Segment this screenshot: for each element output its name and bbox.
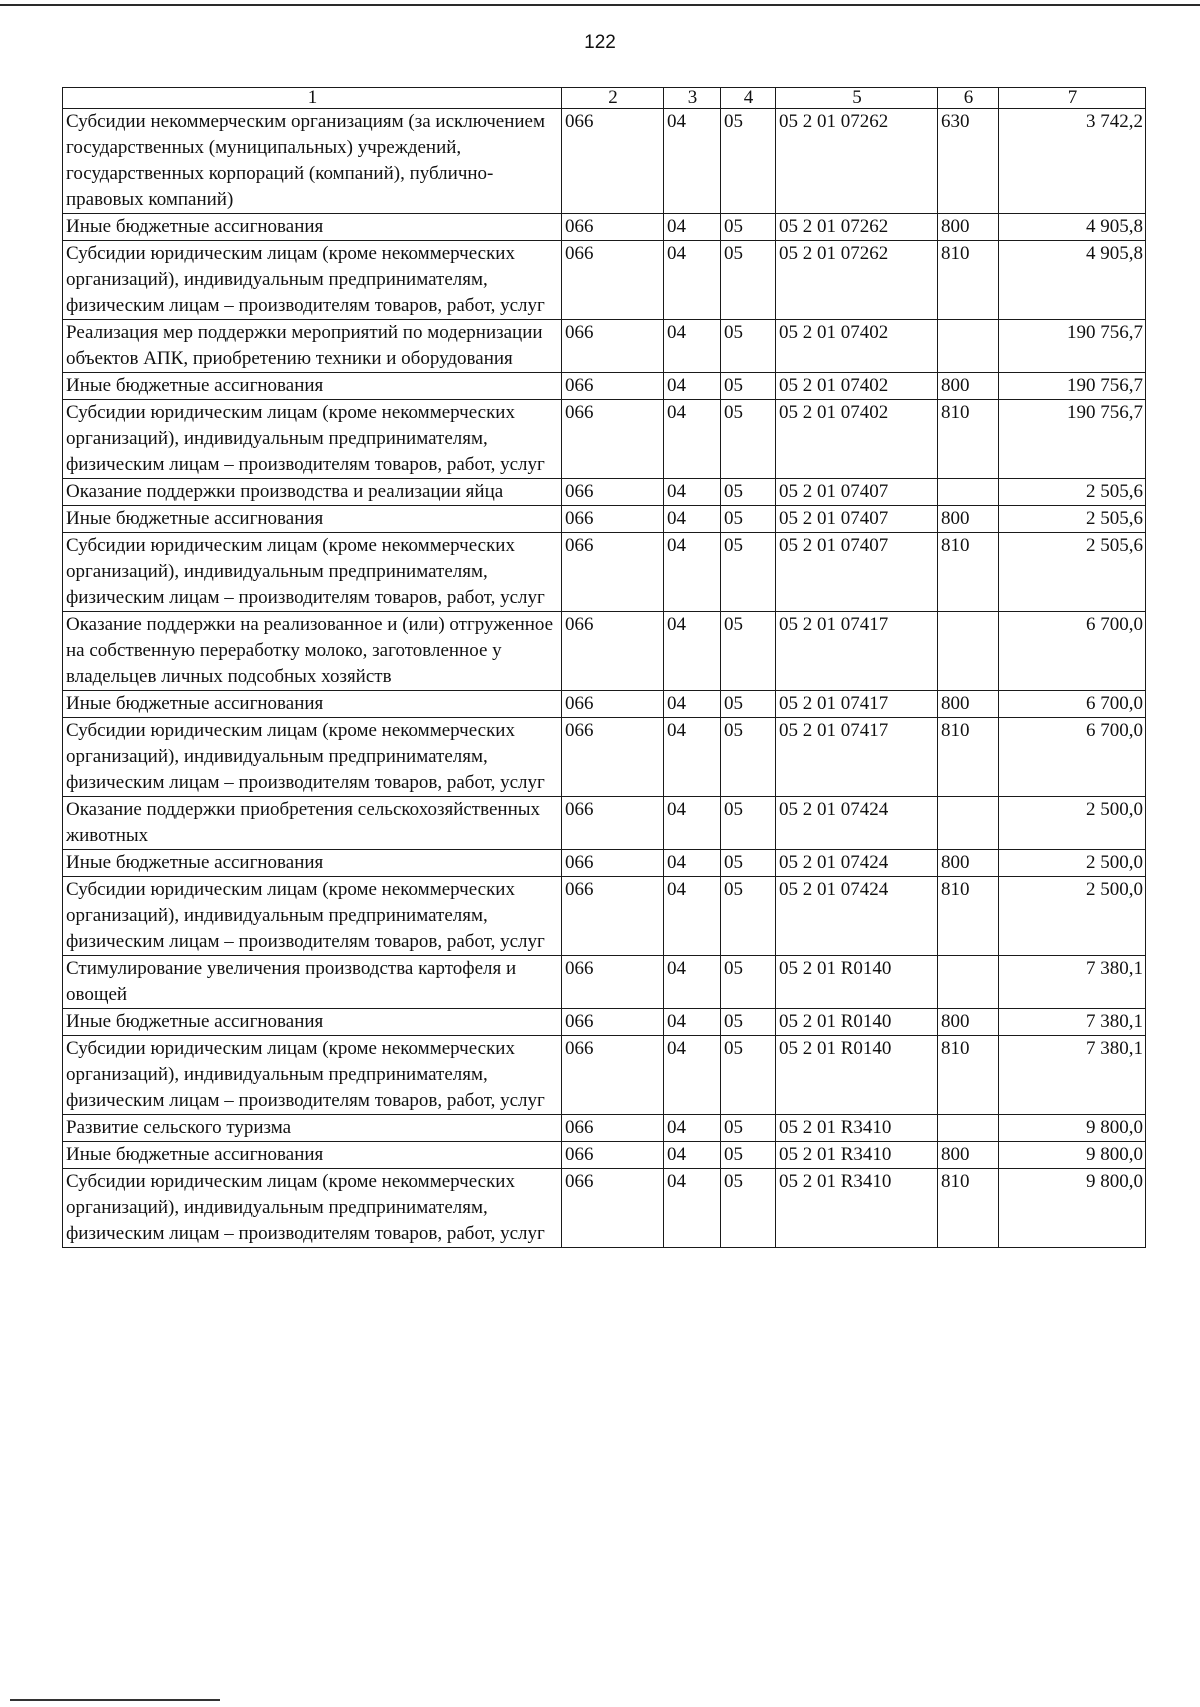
cell-grbs: 066 (562, 241, 664, 320)
cell-name: Оказание поддержки приобретения сельскохозяйственных животных (63, 797, 562, 850)
cell-grbs: 066 (562, 400, 664, 479)
cell-expense-type: 810 (938, 877, 999, 956)
cell-subsection: 05 (721, 877, 776, 956)
cell-section: 04 (664, 479, 721, 506)
cell-section: 04 (664, 320, 721, 373)
table-row (63, 373, 1146, 400)
cell-target-article: 05 2 01 07402 (776, 400, 938, 479)
cell-section: 04 (664, 797, 721, 850)
cell-name: Субсидии юридическим лицам (кроме некоммерческих организаций), индивидуальным предпринимателям, физическим лицам – производителям товаров, работ, услуг (63, 718, 562, 797)
cell-subsection: 05 (721, 850, 776, 877)
cell-grbs: 066 (562, 506, 664, 533)
cell-amount: 4 905,8 (999, 214, 1146, 241)
cell-section: 04 (664, 612, 721, 691)
cell-expense-type: 810 (938, 1169, 999, 1248)
cell-expense-type: 800 (938, 214, 999, 241)
table-body (63, 109, 1146, 1248)
cell-target-article: 05 2 01 07417 (776, 612, 938, 691)
cell-subsection: 05 (721, 479, 776, 506)
cell-grbs: 066 (562, 1009, 664, 1036)
cell-amount: 6 700,0 (999, 612, 1146, 691)
cell-section: 04 (664, 956, 721, 1009)
top-border-line (0, 4, 1200, 6)
cell-grbs: 066 (562, 612, 664, 691)
cell-subsection: 05 (721, 956, 776, 1009)
cell-section: 04 (664, 373, 721, 400)
table-row (63, 400, 1146, 479)
cell-amount: 2 500,0 (999, 850, 1146, 877)
table-row (63, 533, 1146, 612)
cell-grbs: 066 (562, 533, 664, 612)
budget-table (62, 87, 1146, 1248)
cell-subsection: 05 (721, 691, 776, 718)
table-row (63, 506, 1146, 533)
cell-expense-type: 630 (938, 109, 999, 214)
table-row (63, 1169, 1146, 1248)
column-header: 3 (664, 88, 721, 109)
cell-expense-type: 810 (938, 241, 999, 320)
cell-section: 04 (664, 1115, 721, 1142)
cell-subsection: 05 (721, 214, 776, 241)
table-row (63, 1036, 1146, 1115)
cell-expense-type: 800 (938, 373, 999, 400)
cell-amount: 6 700,0 (999, 718, 1146, 797)
cell-target-article: 05 2 01 R0140 (776, 956, 938, 1009)
cell-target-article: 05 2 01 07417 (776, 718, 938, 797)
cell-grbs: 066 (562, 797, 664, 850)
cell-subsection: 05 (721, 797, 776, 850)
table-row (63, 1115, 1146, 1142)
cell-target-article: 05 2 01 07402 (776, 320, 938, 373)
cell-target-article: 05 2 01 07262 (776, 109, 938, 214)
cell-target-article: 05 2 01 07407 (776, 533, 938, 612)
cell-grbs: 066 (562, 479, 664, 506)
cell-section: 04 (664, 241, 721, 320)
cell-subsection: 05 (721, 533, 776, 612)
table-row (63, 241, 1146, 320)
cell-target-article: 05 2 01 07417 (776, 691, 938, 718)
cell-subsection: 05 (721, 1169, 776, 1248)
cell-target-article: 05 2 01 R0140 (776, 1009, 938, 1036)
cell-target-article: 05 2 01 07262 (776, 214, 938, 241)
cell-expense-type: 800 (938, 506, 999, 533)
cell-target-article: 05 2 01 R3410 (776, 1169, 938, 1248)
cell-name: Оказание поддержки на реализованное и (или) отгруженное на собственную переработку молоко, заготовленное у владельцев личных подсобных хозяйств (63, 612, 562, 691)
cell-name: Субсидии юридическим лицам (кроме некоммерческих организаций), индивидуальным предпринимателям, физическим лицам – производителям товаров, работ, услуг (63, 241, 562, 320)
cell-expense-type: 800 (938, 1009, 999, 1036)
cell-expense-type: 800 (938, 850, 999, 877)
table-row (63, 850, 1146, 877)
cell-amount: 9 800,0 (999, 1142, 1146, 1169)
cell-target-article: 05 2 01 07402 (776, 373, 938, 400)
cell-subsection: 05 (721, 400, 776, 479)
cell-amount: 6 700,0 (999, 691, 1146, 718)
table-row (63, 956, 1146, 1009)
cell-name: Иные бюджетные ассигнования (63, 1009, 562, 1036)
cell-subsection: 05 (721, 109, 776, 214)
column-header: 6 (938, 88, 999, 109)
table-row (63, 691, 1146, 718)
page-number: 122 (584, 32, 616, 53)
cell-expense-type (938, 797, 999, 850)
cell-target-article: 05 2 01 R3410 (776, 1115, 938, 1142)
cell-subsection: 05 (721, 373, 776, 400)
cell-target-article: 05 2 01 07262 (776, 241, 938, 320)
cell-amount: 7 380,1 (999, 1036, 1146, 1115)
cell-grbs: 066 (562, 956, 664, 1009)
cell-section: 04 (664, 691, 721, 718)
cell-section: 04 (664, 1142, 721, 1169)
cell-subsection: 05 (721, 241, 776, 320)
cell-subsection: 05 (721, 1115, 776, 1142)
cell-name: Субсидии юридическим лицам (кроме некоммерческих организаций), индивидуальным предпринимателям, физическим лицам – производителям товаров, работ, услуг (63, 877, 562, 956)
cell-subsection: 05 (721, 320, 776, 373)
cell-target-article: 05 2 01 07424 (776, 797, 938, 850)
cell-expense-type (938, 320, 999, 373)
column-header: 1 (63, 88, 562, 109)
cell-subsection: 05 (721, 1009, 776, 1036)
cell-expense-type (938, 612, 999, 691)
table-row (63, 797, 1146, 850)
cell-amount: 190 756,7 (999, 320, 1146, 373)
cell-grbs: 066 (562, 718, 664, 797)
cell-grbs: 066 (562, 1142, 664, 1169)
table-row (63, 1142, 1146, 1169)
cell-target-article: 05 2 01 07424 (776, 850, 938, 877)
cell-expense-type: 810 (938, 1036, 999, 1115)
table-row (63, 718, 1146, 797)
cell-name: Субсидии юридическим лицам (кроме некоммерческих организаций), индивидуальным предпринимателям, физическим лицам – производителям товаров, работ, услуг (63, 1169, 562, 1248)
cell-amount: 9 800,0 (999, 1169, 1146, 1248)
cell-section: 04 (664, 214, 721, 241)
cell-expense-type: 800 (938, 1142, 999, 1169)
cell-target-article: 05 2 01 07407 (776, 479, 938, 506)
cell-name: Иные бюджетные ассигнования (63, 214, 562, 241)
cell-subsection: 05 (721, 506, 776, 533)
cell-target-article: 05 2 01 07407 (776, 506, 938, 533)
cell-amount: 2 500,0 (999, 877, 1146, 956)
cell-expense-type: 810 (938, 533, 999, 612)
table-row (63, 1009, 1146, 1036)
cell-name: Иные бюджетные ассигнования (63, 691, 562, 718)
cell-amount: 190 756,7 (999, 400, 1146, 479)
cell-grbs: 066 (562, 691, 664, 718)
cell-name: Реализация мер поддержки мероприятий по модернизации объектов АПК, приобретению техники и оборудования (63, 320, 562, 373)
cell-amount: 2 505,6 (999, 533, 1146, 612)
table-row (63, 479, 1146, 506)
cell-name: Развитие сельского туризма (63, 1115, 562, 1142)
cell-amount: 190 756,7 (999, 373, 1146, 400)
cell-expense-type: 800 (938, 691, 999, 718)
cell-expense-type: 810 (938, 718, 999, 797)
cell-expense-type: 810 (938, 400, 999, 479)
cell-grbs: 066 (562, 850, 664, 877)
cell-grbs: 066 (562, 1169, 664, 1248)
cell-grbs: 066 (562, 1115, 664, 1142)
column-header: 7 (999, 88, 1146, 109)
cell-section: 04 (664, 1009, 721, 1036)
header-row (63, 88, 1146, 109)
cell-section: 04 (664, 1036, 721, 1115)
cell-subsection: 05 (721, 612, 776, 691)
cell-grbs: 066 (562, 214, 664, 241)
table-row (63, 320, 1146, 373)
cell-section: 04 (664, 109, 721, 214)
cell-section: 04 (664, 1169, 721, 1248)
cell-amount: 2 500,0 (999, 797, 1146, 850)
cell-amount: 9 800,0 (999, 1115, 1146, 1142)
cell-section: 04 (664, 877, 721, 956)
table-row (63, 109, 1146, 214)
cell-amount: 7 380,1 (999, 1009, 1146, 1036)
cell-grbs: 066 (562, 109, 664, 214)
table-row (63, 612, 1146, 691)
cell-amount: 3 742,2 (999, 109, 1146, 214)
cell-amount: 2 505,6 (999, 479, 1146, 506)
column-header: 5 (776, 88, 938, 109)
table-row (63, 214, 1146, 241)
cell-section: 04 (664, 400, 721, 479)
cell-subsection: 05 (721, 1142, 776, 1169)
cell-grbs: 066 (562, 373, 664, 400)
cell-grbs: 066 (562, 1036, 664, 1115)
cell-target-article: 05 2 01 R3410 (776, 1142, 938, 1169)
cell-name: Иные бюджетные ассигнования (63, 850, 562, 877)
cell-name: Оказание поддержки производства и реализации яйца (63, 479, 562, 506)
cell-subsection: 05 (721, 1036, 776, 1115)
cell-name: Иные бюджетные ассигнования (63, 373, 562, 400)
cell-section: 04 (664, 850, 721, 877)
bottom-border-line (10, 1699, 220, 1701)
cell-name: Стимулирование увеличения производства картофеля и овощей (63, 956, 562, 1009)
cell-amount: 4 905,8 (999, 241, 1146, 320)
cell-expense-type (938, 479, 999, 506)
cell-subsection: 05 (721, 718, 776, 797)
column-header: 4 (721, 88, 776, 109)
cell-amount: 7 380,1 (999, 956, 1146, 1009)
cell-grbs: 066 (562, 877, 664, 956)
cell-section: 04 (664, 718, 721, 797)
cell-target-article: 05 2 01 R0140 (776, 1036, 938, 1115)
cell-section: 04 (664, 506, 721, 533)
cell-section: 04 (664, 533, 721, 612)
cell-name: Субсидии юридическим лицам (кроме некоммерческих организаций), индивидуальным предпринимателям, физическим лицам – производителям товаров, работ, услуг (63, 533, 562, 612)
column-header: 2 (562, 88, 664, 109)
cell-name: Субсидии юридическим лицам (кроме некоммерческих организаций), индивидуальным предпринимателям, физическим лицам – производителям товаров, работ, услуг (63, 1036, 562, 1115)
cell-name: Иные бюджетные ассигнования (63, 506, 562, 533)
table-row (63, 877, 1146, 956)
cell-name: Субсидии юридическим лицам (кроме некоммерческих организаций), индивидуальным предпринимателям, физическим лицам – производителям товаров, работ, услуг (63, 400, 562, 479)
cell-name: Субсидии некоммерческим организациям (за исключением государственных (муниципальных) учреждений, государственных корпораций (компаний), публично-правовых компаний) (63, 109, 562, 214)
cell-expense-type (938, 1115, 999, 1142)
cell-target-article: 05 2 01 07424 (776, 877, 938, 956)
cell-grbs: 066 (562, 320, 664, 373)
cell-name: Иные бюджетные ассигнования (63, 1142, 562, 1169)
cell-expense-type (938, 956, 999, 1009)
cell-amount: 2 505,6 (999, 506, 1146, 533)
